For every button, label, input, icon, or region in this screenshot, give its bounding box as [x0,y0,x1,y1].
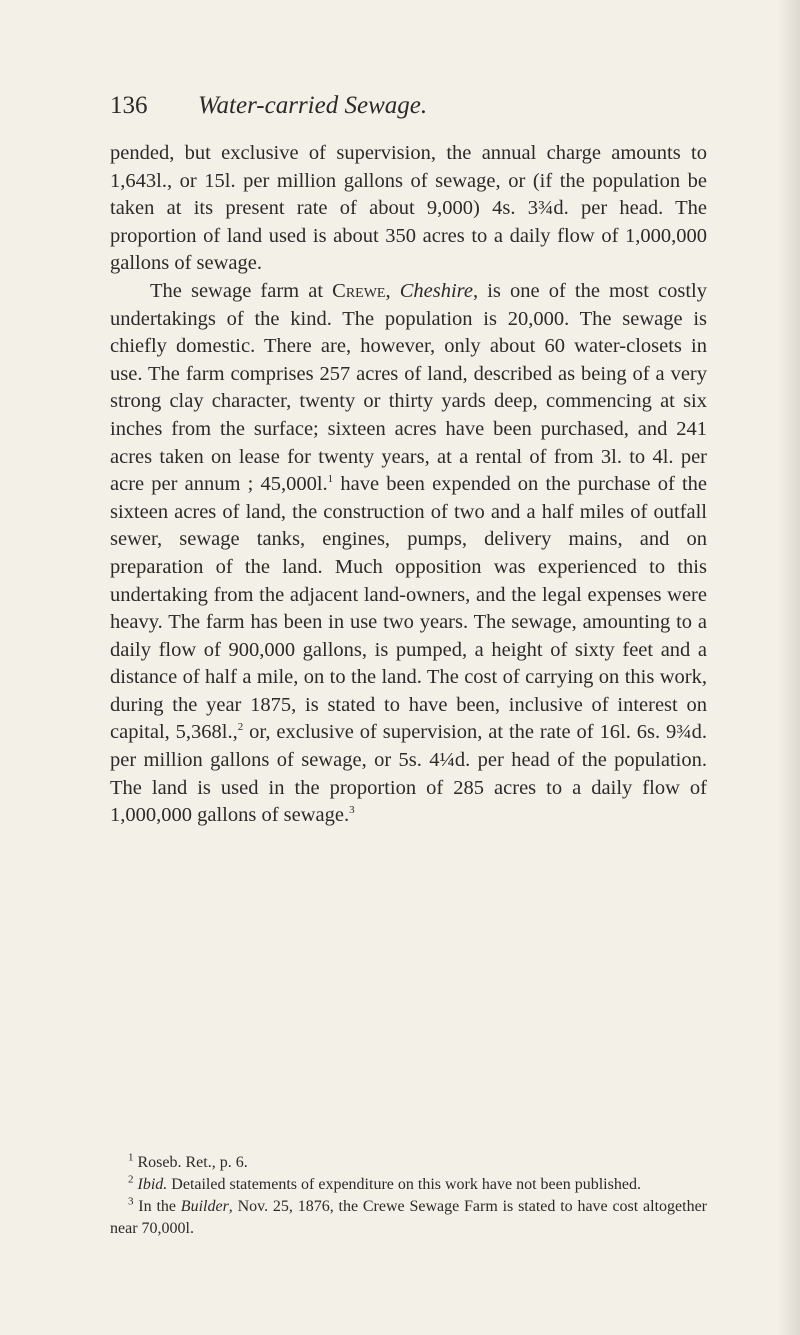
body-text [110,140,707,830]
footnote-ref-2: 2 [237,721,244,734]
footnote-1 [110,1152,707,1174]
footnote-mark-2: 2 [128,1173,134,1186]
page-number: 136 [110,92,148,119]
footnote-mark-1: 1 [128,1151,134,1164]
footnote-ref-3: 3 [349,804,355,817]
footnote-3-text: , Nov. 25, 1876, the Crewe Sewage Farm is stated to have cost altogether near 70,000l. [110,1198,708,1237]
p2-sep: , [385,279,400,302]
p2-part-c: or, exclusive of supervision, at the rate of 16l. 6s. 9¾d. per million gallons of sewage, or 5s. 4¼d. per head of the population. The land is used in the proportion of 285 acres to a daily flow of 1,000,000 gallons of sewage. [110,721,707,827]
footnote-mark-3: 3 [128,1195,134,1208]
footnote-3-publication: Builder [180,1198,229,1215]
footnote-ref-1: 1 [327,473,334,486]
footnote-1-text: Roseb. Ret., p. 6. [133,1154,248,1171]
footnote-2 [110,1174,707,1196]
p2-part-a: , is one of the most costly undertakings of the kind. The population is 20,000. The sewage is chiefly domestic. There are, however, only about 60 water-closets in use. The farm comprises 257 acres of land, described as being of a very strong clay character, twenty or thirty yards deep, commencing at six inches from the surface; sixteen acres have been purchased, and 241 acres taken on lease for twenty years, at a rental of from 3l. to 4l. per acre per annum ; 45,000l. [110,279,707,496]
footnote-3 [110,1196,707,1240]
place-name: Crewe [332,279,386,302]
p2-intro: The sewage farm at [150,279,333,302]
paragraph-1: pended, but exclusive of supervision, the annual charge amounts to 1,643l., or 15l. per million gallons of sewage, or (if the population be taken at its present rate of about 9,000) 4s. 3¾d. per head. The proportion of land used is about 350 acres to a daily flow of 1,000,000 gallons of sewage. [110,142,707,275]
footnote-2-text: Detailed statements of expenditure on this work have not been published. [167,1176,641,1193]
footnote-3-pre: In the [133,1198,181,1215]
county-name: Cheshire [399,279,473,302]
footnote-2-ibid: Ibid. [137,1176,168,1193]
running-title: Water-carried Sewage. [198,92,428,119]
page-edge-shadow [778,0,800,1335]
footnotes [110,1152,707,1240]
p2-part-b: have been expended on the purchase of the sixteen acres of land, the construction of two and a half miles of outfall sewer, sewage tanks, engines, pumps, delivery mains, and on preparation of the land. Much opposition was experienced to this undertaking from the adjacent land-owners, and the legal expenses were heavy. The farm has been in use two years. The sewage, amounting to a daily flow of 900,000 gallons, is pumped, a height of sixty feet and a distance of half a mile, on to the land. The cost of carrying on this work, during the year 1875, is stated to have been, inclusive of interest on capital, 5,368l., [110,473,707,744]
paragraph-2 [110,278,707,830]
